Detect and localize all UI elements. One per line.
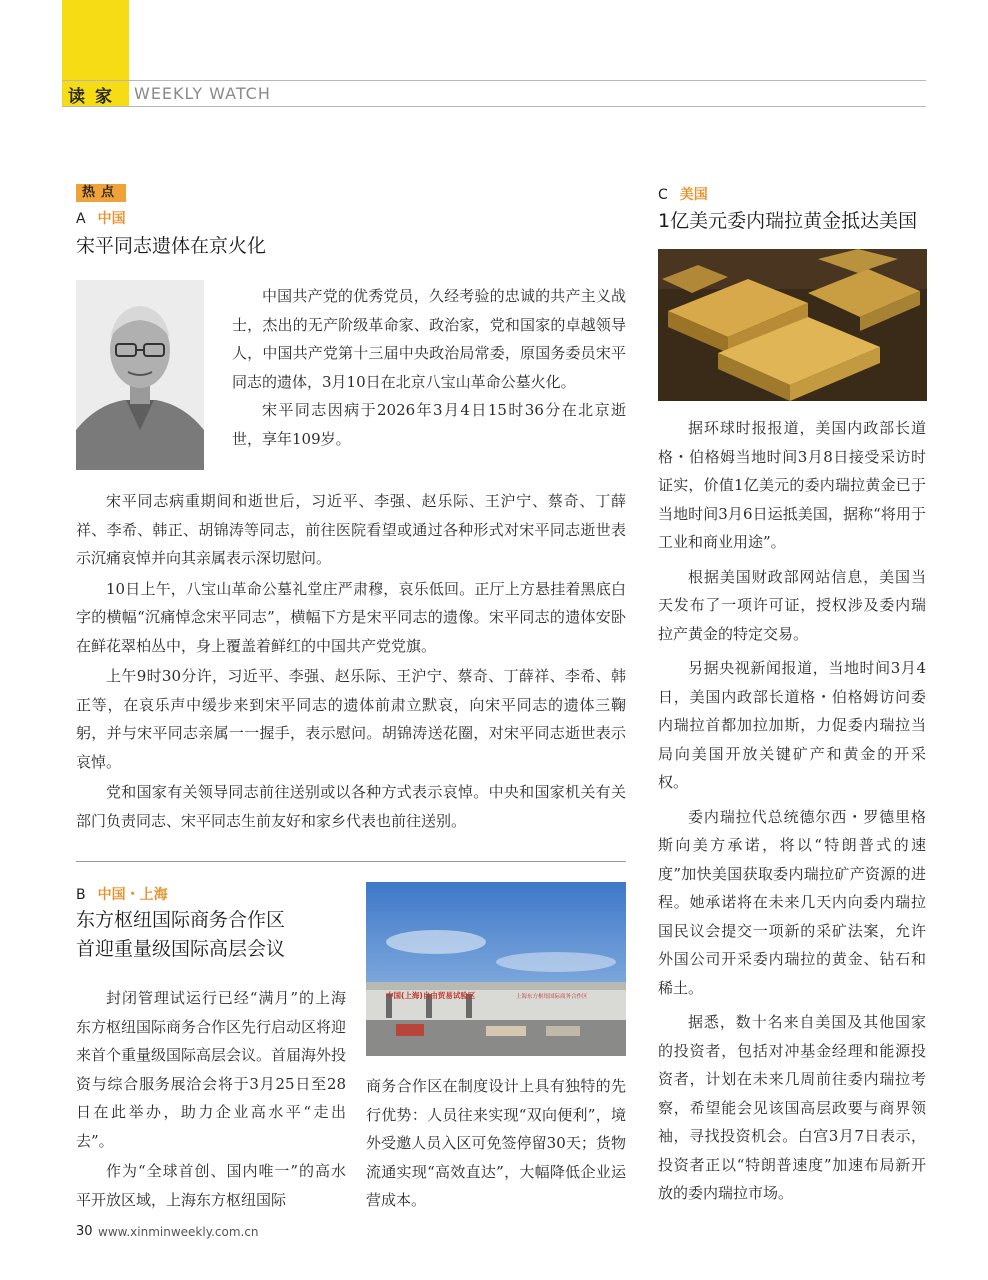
hot-topic-tag: 热点 [76, 184, 126, 202]
section-name: 读家 [68, 87, 122, 107]
article-b-title-line-2: 首迎重量级国际高层会议 [76, 938, 286, 960]
article-a-paragraph-1: 中国共产党的优秀党员，久经考验的忠诚的共产主义战士，杰出的无产阶级革命家、政治家，党和国家的卓越领导人，中国共产党第十三届中央政治局常委，原国务委员宋平同志的遗体，3月10日在北京八宝山革命公墓火化。 [232, 287, 626, 391]
article-a-paragraph-4: 10日上午，八宝山革命公墓礼堂庄严肃穆，哀乐低回。正厅上方悬挂着黑底白字的横幅“沉痛悼念宋平同志”，横幅下方是宋平同志的遗像。宋平同志的遗体安卧在鲜花翠柏丛中，身上覆盖着鲜红的中国共产党党旗。 [76, 579, 626, 655]
article-a-intro [232, 282, 626, 453]
article-a-paragraph-6: 党和国家有关领导同志前往送别或以各种方式表示哀悼。中央和国家机关有关部门负责同志、宋平同志生前友好和家乡代表也前往送别。 [76, 783, 626, 830]
article-b-title [76, 906, 285, 964]
shanghai-building-illustration [366, 882, 626, 1056]
gold-bars-photo [658, 249, 927, 401]
article-c-paragraph-1: 据环球时报报道，美国内政部长道格・伯格姆当地时间3月8日接受采访时证实，价值1亿美元的委内瑞拉黄金已于当地时间3月6日运抵美国，据称“将用于工业和商业用途”。 [658, 419, 926, 551]
photo-sign-text-right: 上海东方枢纽国际商务合作区 [516, 994, 588, 1000]
portrait-photo [76, 280, 204, 470]
article-c-paragraph-2: 根据美国财政部网站信息，美国当天发布了一项许可证，授权涉及委内瑞拉产黄金的特定交易。 [658, 567, 926, 643]
article-b-region: 中国・上海 [97, 887, 168, 903]
page-number: 30 [76, 1224, 93, 1239]
article-c-paragraph-4: 委内瑞拉代总统德尔西・罗德里格斯向美方承诺，将以“特朗普式的速度”加快美国获取委内瑞拉矿产资源的进程。她承诺将在未来几天内向委内瑞拉国民议会提交一项新的采矿法案，允许外国公司开采委内瑞拉的黄金、钻石和稀土。 [658, 807, 926, 997]
article-a-paragraph-5: 上午9时30分许，习近平、李强、赵乐际、王沪宁、蔡奇、丁薛祥、李希、韩正等，在哀乐声中缓步来到宋平同志的遗体前肃立默哀，向宋平同志的遗体三鞠躬，并与宋平同志亲属一一握手，表示慰问。胡锦涛送花圈，对宋平同志逝世表示哀悼。 [76, 667, 626, 771]
header-rule-top [62, 80, 926, 81]
article-c-kicker [658, 184, 708, 204]
article-b-column-1 [76, 984, 346, 1214]
article-b-paragraph-1: 封闭管理试运行已经“满月”的上海东方枢纽国际商务合作区先行启动区将迎来首个重量级国际高层会议。首届海外投资与综合服务展洽会将于3月25日至28日在此举办，助力企业高水平“走出去”。 [76, 989, 347, 1150]
article-c-body [658, 414, 926, 1208]
header-rule-bottom [62, 106, 926, 107]
article-a-letter: A [76, 211, 86, 227]
article-c-title: 1亿美元委内瑞拉黄金抵达美国 [658, 210, 918, 232]
footer-url: www.xinminweekly.com.cn [98, 1225, 259, 1239]
article-a-title: 宋平同志遗体在京火化 [76, 235, 267, 257]
article-c-paragraph-5: 据悉，数十名来自美国及其他国家的投资者，包括对冲基金经理和能源投资者，计划在未来几周前往委内瑞拉考察，希望能会见该国高层政要与商界领袖，寻找投资机会。白宫3月7日表示，投资者正以“特朗普速度”加速布局新开放的委内瑞拉市场。 [658, 1013, 926, 1202]
section-name-english: WEEKLY WATCH [134, 84, 271, 103]
article-b-column-2 [366, 1072, 626, 1215]
article-b-letter: B [76, 887, 86, 903]
article-a-region: 中国 [97, 211, 126, 227]
article-divider [76, 861, 626, 862]
article-b-paragraph-2: 作为“全球首创、国内唯一”的高水平开放区域，上海东方枢纽国际 [76, 1162, 346, 1209]
shanghai-building-photo [366, 882, 626, 1056]
article-a-paragraph-3: 宋平同志病重期间和逝世后，习近平、李强、赵乐际、王沪宁、蔡奇、丁薛祥、李希、韩正、胡锦涛等同志，前往医院看望或通过各种形式对宋平同志逝世表示沉痛哀悼并向其亲属表示深切慰问。 [76, 492, 626, 567]
article-c-region: 美国 [679, 187, 708, 203]
article-b-title-line-1: 东方枢纽国际商务合作区 [76, 909, 286, 931]
portrait-illustration [76, 280, 204, 470]
article-b-paragraph-3: 商务合作区在制度设计上具有独特的先行优势：人员往来实现“双向便利”，境外受邀人员入区可免签停留30天；货物流通实现“高效直达”，大幅降低企业运营成本。 [366, 1077, 626, 1209]
article-a-body [76, 487, 626, 835]
article-b-kicker [76, 884, 168, 904]
photo-sign-text: 中国(上海)自由贸易试验区 [386, 991, 476, 1000]
article-c-letter: C [658, 187, 668, 203]
article-c-paragraph-3: 另据央视新闻报道，当地时间3月4日，美国内政部长道格・伯格姆访问委内瑞拉首都加拉加斯，力促委内瑞拉当局向美国开放关键矿产和黄金的开采权。 [658, 659, 926, 791]
gold-bars-illustration [658, 249, 927, 401]
article-a-paragraph-2: 宋平同志因病于2026年3月4日15时36分在北京逝世，享年109岁。 [232, 401, 626, 448]
article-a-kicker [76, 208, 126, 228]
